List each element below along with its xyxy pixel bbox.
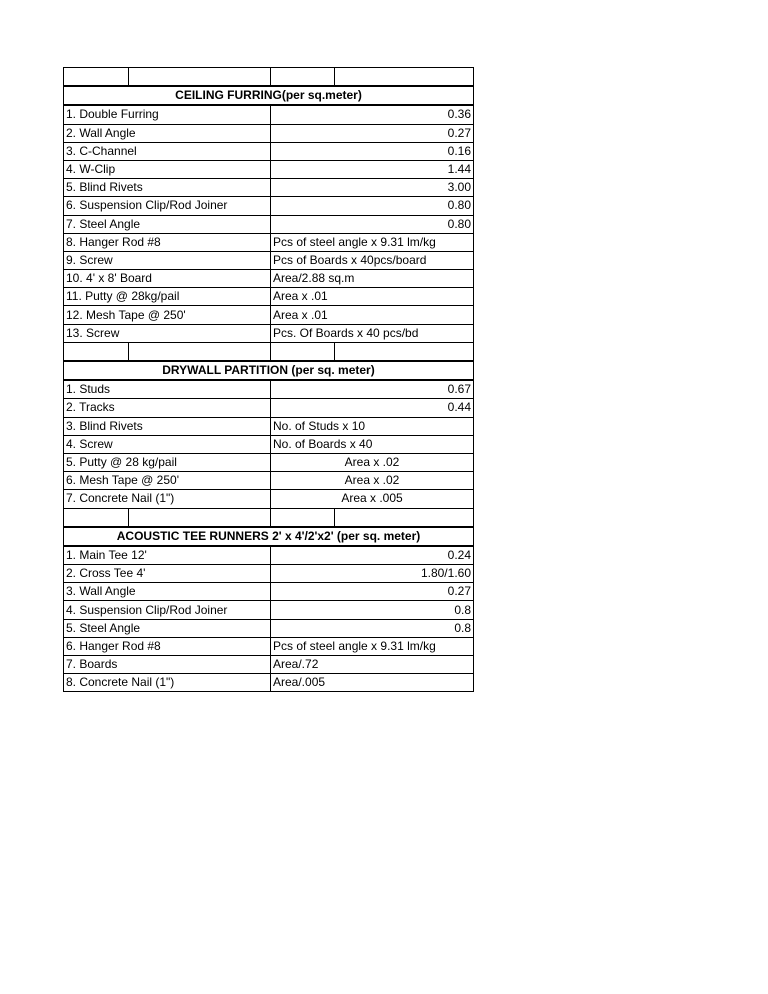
item-cell[interactable]: 10. 4' x 8' Board — [64, 270, 271, 288]
empty-cell[interactable] — [129, 508, 271, 527]
item-cell[interactable]: 9. Screw — [64, 251, 271, 269]
value-cell[interactable]: 0.27 — [271, 124, 474, 142]
section-title[interactable]: ACOUSTIC TEE RUNNERS 2' x 4'/2'x2' (per sq. meter) — [64, 527, 474, 546]
value-cell[interactable]: 1.80/1.60 — [271, 565, 474, 583]
item-cell[interactable]: 5. Putty @ 28 kg/pail — [64, 453, 271, 471]
table-row — [64, 380, 474, 399]
item-cell[interactable]: 1. Double Furring — [64, 105, 271, 124]
value-cell[interactable]: Pcs of Boards x 40pcs/board — [271, 251, 474, 269]
empty-cell[interactable] — [335, 508, 474, 527]
empty-cell[interactable] — [129, 68, 271, 87]
table-row — [64, 490, 474, 508]
item-cell[interactable]: 8. Hanger Rod #8 — [64, 233, 271, 251]
value-cell[interactable]: 0.80 — [271, 197, 474, 215]
item-cell[interactable]: 4. W-Clip — [64, 160, 271, 178]
table-row — [64, 233, 474, 251]
table-row — [64, 270, 474, 288]
table-row — [64, 288, 474, 306]
table-row — [64, 124, 474, 142]
empty-cell[interactable] — [64, 508, 129, 527]
section-title[interactable]: DRYWALL PARTITION (per sq. meter) — [64, 361, 474, 380]
table-row — [64, 453, 474, 471]
value-cell[interactable]: 0.8 — [271, 619, 474, 637]
spreadsheet — [63, 67, 473, 692]
item-cell[interactable]: 12. Mesh Tape @ 250' — [64, 306, 271, 324]
table-row — [64, 105, 474, 124]
value-cell[interactable]: Area/.72 — [271, 656, 474, 674]
table-row — [64, 324, 474, 342]
table-row — [64, 637, 474, 655]
table-row — [64, 656, 474, 674]
value-cell[interactable]: 0.44 — [271, 399, 474, 417]
section-title-row — [64, 527, 474, 546]
empty-cell[interactable] — [271, 68, 335, 87]
spacer-row — [64, 508, 474, 527]
item-cell[interactable]: 2. Tracks — [64, 399, 271, 417]
value-cell[interactable]: Area x .02 — [271, 453, 474, 471]
empty-cell[interactable] — [64, 342, 129, 361]
item-cell[interactable]: 4. Suspension Clip/Rod Joiner — [64, 601, 271, 619]
value-cell[interactable]: 0.8 — [271, 601, 474, 619]
value-cell[interactable]: 0.80 — [271, 215, 474, 233]
table-row — [64, 565, 474, 583]
value-cell[interactable]: Pcs. Of Boards x 40 pcs/bd — [271, 324, 474, 342]
table-row — [64, 197, 474, 215]
item-cell[interactable]: 8. Concrete Nail (1") — [64, 674, 271, 692]
spacer-row — [64, 342, 474, 361]
item-cell[interactable]: 1. Studs — [64, 380, 271, 399]
item-cell[interactable]: 2. Wall Angle — [64, 124, 271, 142]
table-row — [64, 399, 474, 417]
table-row — [64, 619, 474, 637]
section-title-row — [64, 86, 474, 105]
value-cell[interactable]: 0.24 — [271, 546, 474, 565]
item-cell[interactable]: 13. Screw — [64, 324, 271, 342]
value-cell[interactable]: 0.16 — [271, 142, 474, 160]
value-cell[interactable]: Area x .01 — [271, 288, 474, 306]
table-row — [64, 601, 474, 619]
value-cell[interactable]: Pcs of steel angle x 9.31 lm/kg — [271, 233, 474, 251]
item-cell[interactable]: 2. Cross Tee 4' — [64, 565, 271, 583]
value-cell[interactable]: Area x .005 — [271, 490, 474, 508]
table-row — [64, 306, 474, 324]
value-cell[interactable]: Pcs of steel angle x 9.31 lm/kg — [271, 637, 474, 655]
table-row — [64, 142, 474, 160]
section-title[interactable]: CEILING FURRING(per sq.meter) — [64, 86, 474, 105]
empty-cell[interactable] — [64, 68, 129, 87]
item-cell[interactable]: 3. Wall Angle — [64, 583, 271, 601]
table-row — [64, 583, 474, 601]
table-row — [64, 546, 474, 565]
empty-cell[interactable] — [335, 342, 474, 361]
value-cell[interactable]: Area/.005 — [271, 674, 474, 692]
item-cell[interactable]: 4. Screw — [64, 435, 271, 453]
item-cell[interactable]: 5. Steel Angle — [64, 619, 271, 637]
value-cell[interactable]: No. of Studs x 10 — [271, 417, 474, 435]
value-cell[interactable]: 0.27 — [271, 583, 474, 601]
section-title-row — [64, 361, 474, 380]
value-cell[interactable]: No. of Boards x 40 — [271, 435, 474, 453]
table-row — [64, 472, 474, 490]
item-cell[interactable]: 6. Suspension Clip/Rod Joiner — [64, 197, 271, 215]
empty-cell[interactable] — [129, 342, 271, 361]
item-cell[interactable]: 5. Blind Rivets — [64, 179, 271, 197]
item-cell[interactable]: 7. Steel Angle — [64, 215, 271, 233]
table-row — [64, 417, 474, 435]
value-cell[interactable]: 1.44 — [271, 160, 474, 178]
table-row — [64, 160, 474, 178]
materials-table — [63, 67, 474, 692]
value-cell[interactable]: 0.36 — [271, 105, 474, 124]
item-cell[interactable]: 3. Blind Rivets — [64, 417, 271, 435]
table-row — [64, 674, 474, 692]
table-row — [64, 435, 474, 453]
value-cell[interactable]: Area/2.88 sq.m — [271, 270, 474, 288]
spacer-row — [64, 68, 474, 87]
item-cell[interactable]: 6. Hanger Rod #8 — [64, 637, 271, 655]
item-cell[interactable]: 6. Mesh Tape @ 250' — [64, 472, 271, 490]
item-cell[interactable]: 7. Concrete Nail (1") — [64, 490, 271, 508]
empty-cell[interactable] — [335, 68, 474, 87]
table-row — [64, 215, 474, 233]
item-cell[interactable]: 7. Boards — [64, 656, 271, 674]
empty-cell[interactable] — [271, 508, 335, 527]
value-cell[interactable]: 0.67 — [271, 380, 474, 399]
value-cell[interactable]: Area x .01 — [271, 306, 474, 324]
table-row — [64, 251, 474, 269]
item-cell[interactable]: 3. C-Channel — [64, 142, 271, 160]
item-cell[interactable]: 11. Putty @ 28kg/pail — [64, 288, 271, 306]
item-cell[interactable]: 1. Main Tee 12' — [64, 546, 271, 565]
table-row — [64, 179, 474, 197]
value-cell[interactable]: Area x .02 — [271, 472, 474, 490]
value-cell[interactable]: 3.00 — [271, 179, 474, 197]
empty-cell[interactable] — [271, 342, 335, 361]
